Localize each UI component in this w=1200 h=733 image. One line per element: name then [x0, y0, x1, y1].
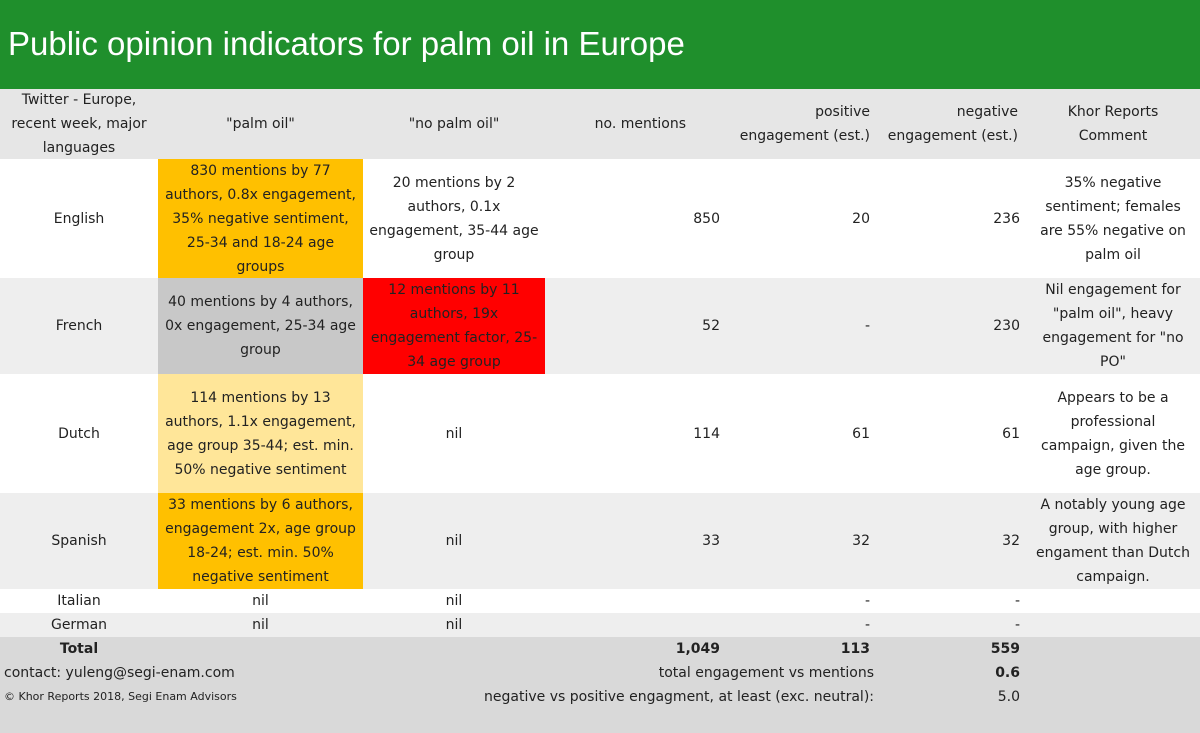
row-dutch-negative-text: 61: [1002, 425, 1020, 442]
row-spanish-comment: [1026, 493, 1200, 589]
total-negative-text: 559: [990, 641, 1020, 657]
row-spanish-mentions: [545, 493, 720, 589]
row-spanish-palm-oil: [158, 493, 363, 589]
row-german-no-palm-oil-text: nil: [445, 617, 463, 633]
header-negative-engagement-text: negative engagement (est.): [887, 104, 1018, 144]
header-palm-oil: [158, 89, 363, 159]
row-spanish-language: [0, 493, 158, 589]
row-italian-negative-text: -: [1014, 593, 1020, 609]
header-positive-engagement-text: positive engagement (est.): [739, 104, 870, 144]
total-negative: [870, 637, 1020, 661]
header-no-palm-oil: [363, 89, 545, 159]
row-english-palm-oil: [158, 159, 363, 278]
row-german-negative: [870, 613, 1020, 637]
neg-vs-pos-label: [420, 685, 874, 709]
row-italian-mentions: [545, 589, 720, 613]
row-dutch-palm-oil: [158, 374, 363, 493]
row-spanish-negative-text: 32: [1002, 533, 1020, 549]
row-spanish-palm-oil-text: 33 mentions by 6 authors, engagement 2x, age group 18-24; est. min. 50% negative sentiment: [165, 497, 356, 585]
row-dutch-positive-text: 61: [852, 425, 870, 442]
row-english-no-palm-oil-text: 20 mentions by 2 authors, 0.1x engagement, 35-44 age group: [369, 174, 539, 263]
row-french-comment: [1026, 278, 1200, 374]
row-french-no-palm-oil-text: 12 mentions by 11 authors, 19x engagement factor, 25- 34 age group: [370, 282, 538, 370]
row-english-positive-text: 20: [852, 210, 870, 227]
row-italian-no-palm-oil-text: nil: [445, 593, 463, 609]
header-twitter: [0, 89, 158, 159]
row-italian-positive-text: -: [864, 593, 870, 609]
row-english-palm-oil-text: 830 mentions by 77 authors, 0.8x engagement, 35% negative sentiment, 25-34 and 18-24 age groups: [165, 162, 356, 275]
row-dutch-no-palm-oil-text: nil: [445, 425, 463, 442]
row-dutch-language-text: Dutch: [58, 425, 100, 442]
opinion-table: [0, 89, 1200, 733]
row-english-mentions-text: 850: [693, 210, 720, 227]
total-mentions-text: 1,049: [675, 641, 720, 657]
title-banner: [0, 0, 1200, 89]
row-spanish-comment-text: A notably young age group, with higher engament than Dutch campaign.: [1036, 497, 1190, 585]
copyright-note-text: © Khor Reports 2018, Segi Enam Advisors: [4, 690, 237, 703]
total-label: [0, 637, 158, 661]
copyright-note: [4, 685, 404, 709]
header-mentions-text: no. mentions: [594, 116, 686, 132]
total-mentions: [545, 637, 720, 661]
header-positive-engagement: [720, 89, 870, 159]
row-italian-language-text: Italian: [57, 593, 101, 609]
row-italian-palm-oil-text: nil: [252, 593, 269, 609]
total-engagement-label: [420, 661, 874, 685]
row-spanish-positive-text: 32: [852, 533, 870, 549]
row-spanish-language-text: Spanish: [51, 533, 107, 549]
row-german-mentions: [545, 613, 720, 637]
row-spanish-mentions-text: 33: [702, 533, 720, 549]
row-dutch-language: [0, 374, 158, 493]
row-spanish-negative: [870, 493, 1020, 589]
row-english-positive: [720, 159, 870, 278]
row-dutch-comment: [1026, 374, 1200, 493]
row-french-language: [0, 278, 158, 374]
row-italian-no-palm-oil: [363, 589, 545, 613]
row-italian-language: [0, 589, 158, 613]
row-french-palm-oil: [158, 278, 363, 374]
row-french-negative: [870, 278, 1020, 374]
header-twitter-text: Twitter - Europe, recent week, major languages: [11, 92, 147, 156]
row-dutch-positive: [720, 374, 870, 493]
row-spanish-positive: [720, 493, 870, 589]
row-german-language-text: German: [50, 617, 108, 633]
row-french-positive: [720, 278, 870, 374]
row-french-language-text: French: [55, 318, 103, 334]
total-engagement-value-text: 0.6: [995, 665, 1020, 681]
row-dutch-negative: [870, 374, 1020, 493]
row-german-palm-oil: [158, 613, 363, 637]
row-english-negative: [870, 159, 1020, 278]
row-french-positive-text: -: [864, 318, 870, 334]
total-label-text: Total: [59, 641, 99, 657]
row-dutch-palm-oil-text: 114 mentions by 13 authors, 1.1x engagement, age group 35-44; est. min. 50% negative sentiment: [165, 389, 356, 478]
row-french-mentions: [545, 278, 720, 374]
header-palm-oil-text: "palm oil": [226, 116, 295, 132]
row-spanish-no-palm-oil-text: nil: [445, 533, 463, 549]
row-dutch-mentions-text: 114: [693, 425, 720, 442]
header-mentions: [545, 89, 686, 159]
total-engagement-label-text: total engagement vs mentions: [658, 665, 874, 681]
row-english-no-palm-oil: [363, 159, 545, 278]
row-german-positive: [720, 613, 870, 637]
row-italian-palm-oil: [158, 589, 363, 613]
row-english-language: [0, 159, 158, 278]
neg-vs-pos-label-text: negative vs positive engagment, at least (exc. neutral):: [484, 689, 874, 705]
neg-vs-pos-value: [870, 685, 1020, 709]
header-comment: [1026, 89, 1200, 159]
row-french-mentions-text: 52: [702, 318, 720, 334]
row-english-negative-text: 236: [993, 210, 1020, 227]
row-french-comment-text: Nil engagement for "palm oil", heavy engagement for "no PO": [1042, 282, 1184, 370]
row-english-language-text: English: [53, 210, 105, 227]
row-italian-positive: [720, 589, 870, 613]
total-positive-text: 113: [840, 641, 870, 657]
contact-email: [4, 661, 404, 685]
header-comment-text: Khor Reports Comment: [1067, 104, 1159, 144]
contact-email-text: contact: yuleng@segi-enam.com: [4, 665, 235, 681]
row-italian-negative: [870, 589, 1020, 613]
row-german-language: [0, 613, 158, 637]
neg-vs-pos-value-text: 5.0: [997, 689, 1020, 705]
total-positive: [720, 637, 870, 661]
row-english-comment: [1026, 159, 1200, 278]
row-dutch-no-palm-oil: [363, 374, 545, 493]
row-dutch-mentions: [545, 374, 720, 493]
row-dutch-comment-text: Appears to be a professional campaign, given the age group.: [1041, 389, 1185, 478]
row-french-no-palm-oil: [363, 278, 545, 374]
total-engagement-value: [870, 661, 1020, 685]
page-title: Public opinion indicators for palm oil in Europe: [8, 25, 685, 62]
header-negative-engagement: [870, 89, 1020, 159]
row-spanish-no-palm-oil: [363, 493, 545, 589]
row-french-negative-text: 230: [993, 318, 1020, 334]
row-english-mentions: [545, 159, 720, 278]
row-german-positive-text: -: [864, 617, 870, 633]
row-german-no-palm-oil: [363, 613, 545, 637]
header-no-palm-oil-text: "no palm oil": [408, 116, 500, 132]
row-german-negative-text: -: [1014, 617, 1020, 633]
row-english-comment-text: 35% negative sentiment; females are 55% negative on palm oil: [1040, 174, 1186, 263]
row-german-palm-oil-text: nil: [252, 617, 269, 633]
row-french-palm-oil-text: 40 mentions by 4 authors, 0x engagement, 25-34 age group: [165, 294, 356, 358]
